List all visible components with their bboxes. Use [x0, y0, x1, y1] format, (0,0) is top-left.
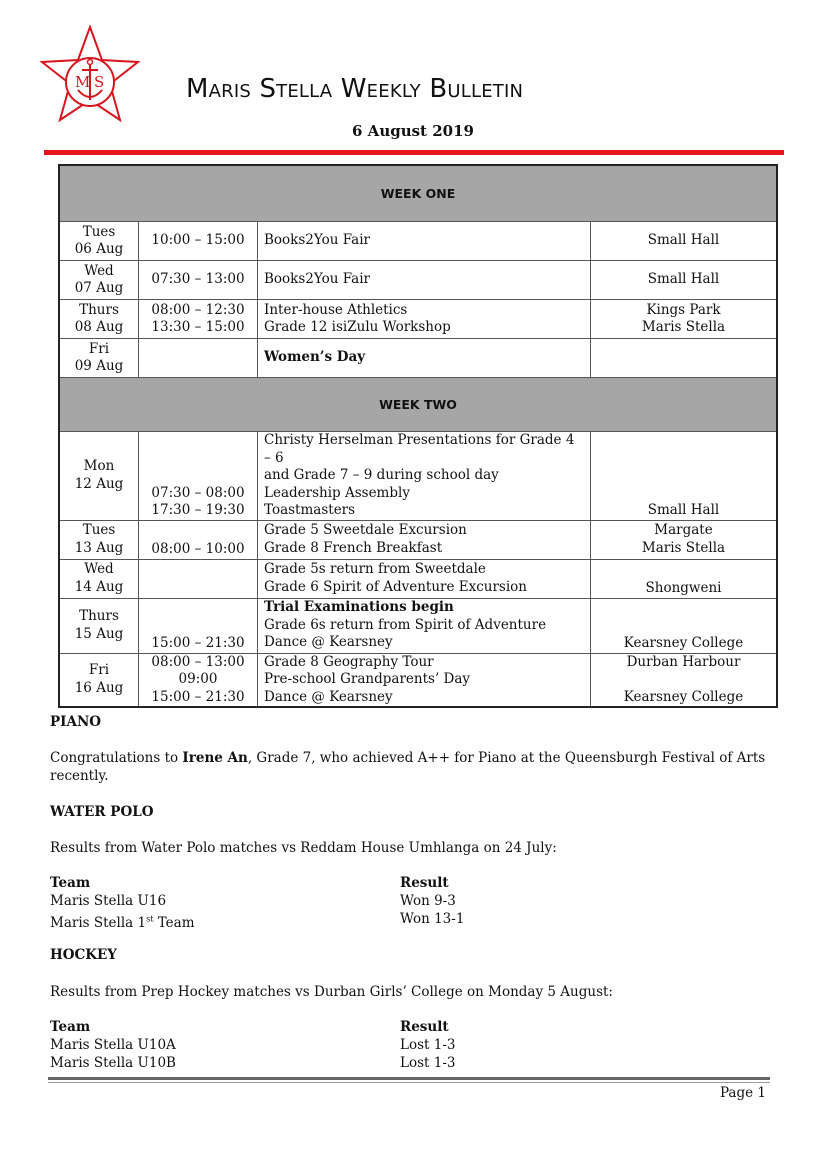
time-cell: 15:00 – 21:30	[139, 598, 258, 653]
bulletin-title: Maris Stella Weekly Bulletin	[186, 74, 524, 104]
week-two-heading: WEEK TWO	[59, 378, 777, 432]
event-cell: Grade 5 Sweetdale Excursion Grade 8 French Breakfast	[258, 520, 591, 559]
team-column-header: Team	[50, 875, 91, 891]
bulletin-date: 6 August 2019	[352, 122, 474, 140]
venue-cell: Shongweni	[591, 559, 778, 598]
time-cell	[139, 339, 258, 378]
water-polo-heading: WATER POLO	[50, 804, 154, 820]
water-polo-intro: Results from Water Polo matches vs Reddam House Umhlanga on 24 July:	[50, 840, 557, 856]
day-cell: Thurs 08 Aug	[59, 300, 139, 339]
day-cell: Wed 14 Aug	[59, 559, 139, 598]
hockey-intro: Results from Prep Hockey matches vs Durban Girls’ College on Monday 5 August:	[50, 984, 613, 1000]
schedule-table	[58, 164, 778, 708]
footer-divider-thin	[48, 1082, 770, 1083]
event-cell: Trial Examinations begin Grade 6s return from Spirit of Adventure Dance @ Kearsney	[258, 598, 591, 653]
day-cell: Tues 13 Aug	[59, 520, 139, 559]
venue-cell: Kearsney College	[591, 598, 778, 653]
time-cell: 07:30 – 08:00 17:30 – 19:30	[139, 432, 258, 521]
week-one-heading: WEEK ONE	[59, 165, 777, 222]
week-header-row	[59, 165, 777, 222]
table-row	[59, 598, 777, 653]
piano-heading: PIANO	[50, 714, 102, 730]
table-row: Maris Stella U16 Won 9-3	[50, 893, 456, 909]
table-row	[59, 653, 777, 707]
event-cell: Books2You Fair	[258, 261, 591, 300]
venue-cell: Kings Park Maris Stella	[591, 300, 778, 339]
time-cell	[139, 559, 258, 598]
day-cell: Thurs 15 Aug	[59, 598, 139, 653]
table-row: Maris Stella U10B Lost 1-3	[50, 1055, 456, 1071]
hockey-results	[50, 1018, 750, 1072]
event-cell: Grade 8 Geography Tour Pre-school Grandparents’ Day Dance @ Kearsney	[258, 653, 591, 707]
day-cell: Wed 07 Aug	[59, 261, 139, 300]
hockey-heading: HOCKEY	[50, 947, 117, 963]
table-row	[59, 261, 777, 300]
event-cell: Grade 5s return from Sweetdale Grade 6 Spirit of Adventure Excursion	[258, 559, 591, 598]
footer-divider	[48, 1077, 770, 1080]
time-cell: 08:00 – 10:00	[139, 520, 258, 559]
piano-text: Congratulations to Irene An, Grade 7, who achieved A++ for Piano at the Queensburgh Festival of Arts recently.	[50, 750, 766, 784]
header-divider	[44, 150, 784, 155]
day-cell: Mon 12 Aug	[59, 432, 139, 521]
day-cell: Fri 09 Aug	[59, 339, 139, 378]
venue-cell: Margate Maris Stella	[591, 520, 778, 559]
time-cell: 08:00 – 13:00 09:00 15:00 – 21:30	[139, 653, 258, 707]
results-header-row	[50, 1018, 750, 1036]
svg-text:S: S	[94, 73, 105, 91]
venue-cell	[591, 339, 778, 378]
time-cell: 08:00 – 12:30 13:30 – 15:00	[139, 300, 258, 339]
svg-text:M: M	[75, 73, 91, 91]
venue-cell: Durban Harbour Kearsney College	[591, 653, 778, 707]
day-cell: Fri 16 Aug	[59, 653, 139, 707]
table-row: Maris Stella 1st Team Won 13-1	[50, 911, 465, 931]
result-column-header: Result	[400, 875, 449, 891]
table-row	[59, 339, 777, 378]
table-row	[59, 520, 777, 559]
event-cell: Christy Herselman Presentations for Grade 4 – 6 and Grade 7 – 9 during school day Leadership Assembly Toastmasters	[258, 432, 591, 521]
table-row: Maris Stella U10A Lost 1-3	[50, 1037, 456, 1053]
page-number: Page 1	[719, 1085, 766, 1101]
water-polo-results	[50, 874, 750, 931]
week-header-row	[59, 378, 777, 432]
table-row	[59, 300, 777, 339]
school-crest-logo	[38, 24, 142, 128]
result-column-header: Result	[400, 1019, 449, 1035]
event-cell: Inter-house Athletics Grade 12 isiZulu Workshop	[258, 300, 591, 339]
time-cell: 07:30 – 13:00	[139, 261, 258, 300]
team-column-header: Team	[50, 1019, 91, 1035]
table-row	[59, 432, 777, 521]
table-row	[59, 559, 777, 598]
results-header-row	[50, 874, 750, 892]
event-cell: Books2You Fair	[258, 222, 591, 261]
time-cell: 10:00 – 15:00	[139, 222, 258, 261]
venue-cell: Small Hall	[591, 222, 778, 261]
venue-cell: Small Hall	[591, 432, 778, 521]
table-row	[59, 222, 777, 261]
day-cell: Tues 06 Aug	[59, 222, 139, 261]
venue-cell: Small Hall	[591, 261, 778, 300]
event-cell: Women’s Day	[258, 339, 591, 378]
